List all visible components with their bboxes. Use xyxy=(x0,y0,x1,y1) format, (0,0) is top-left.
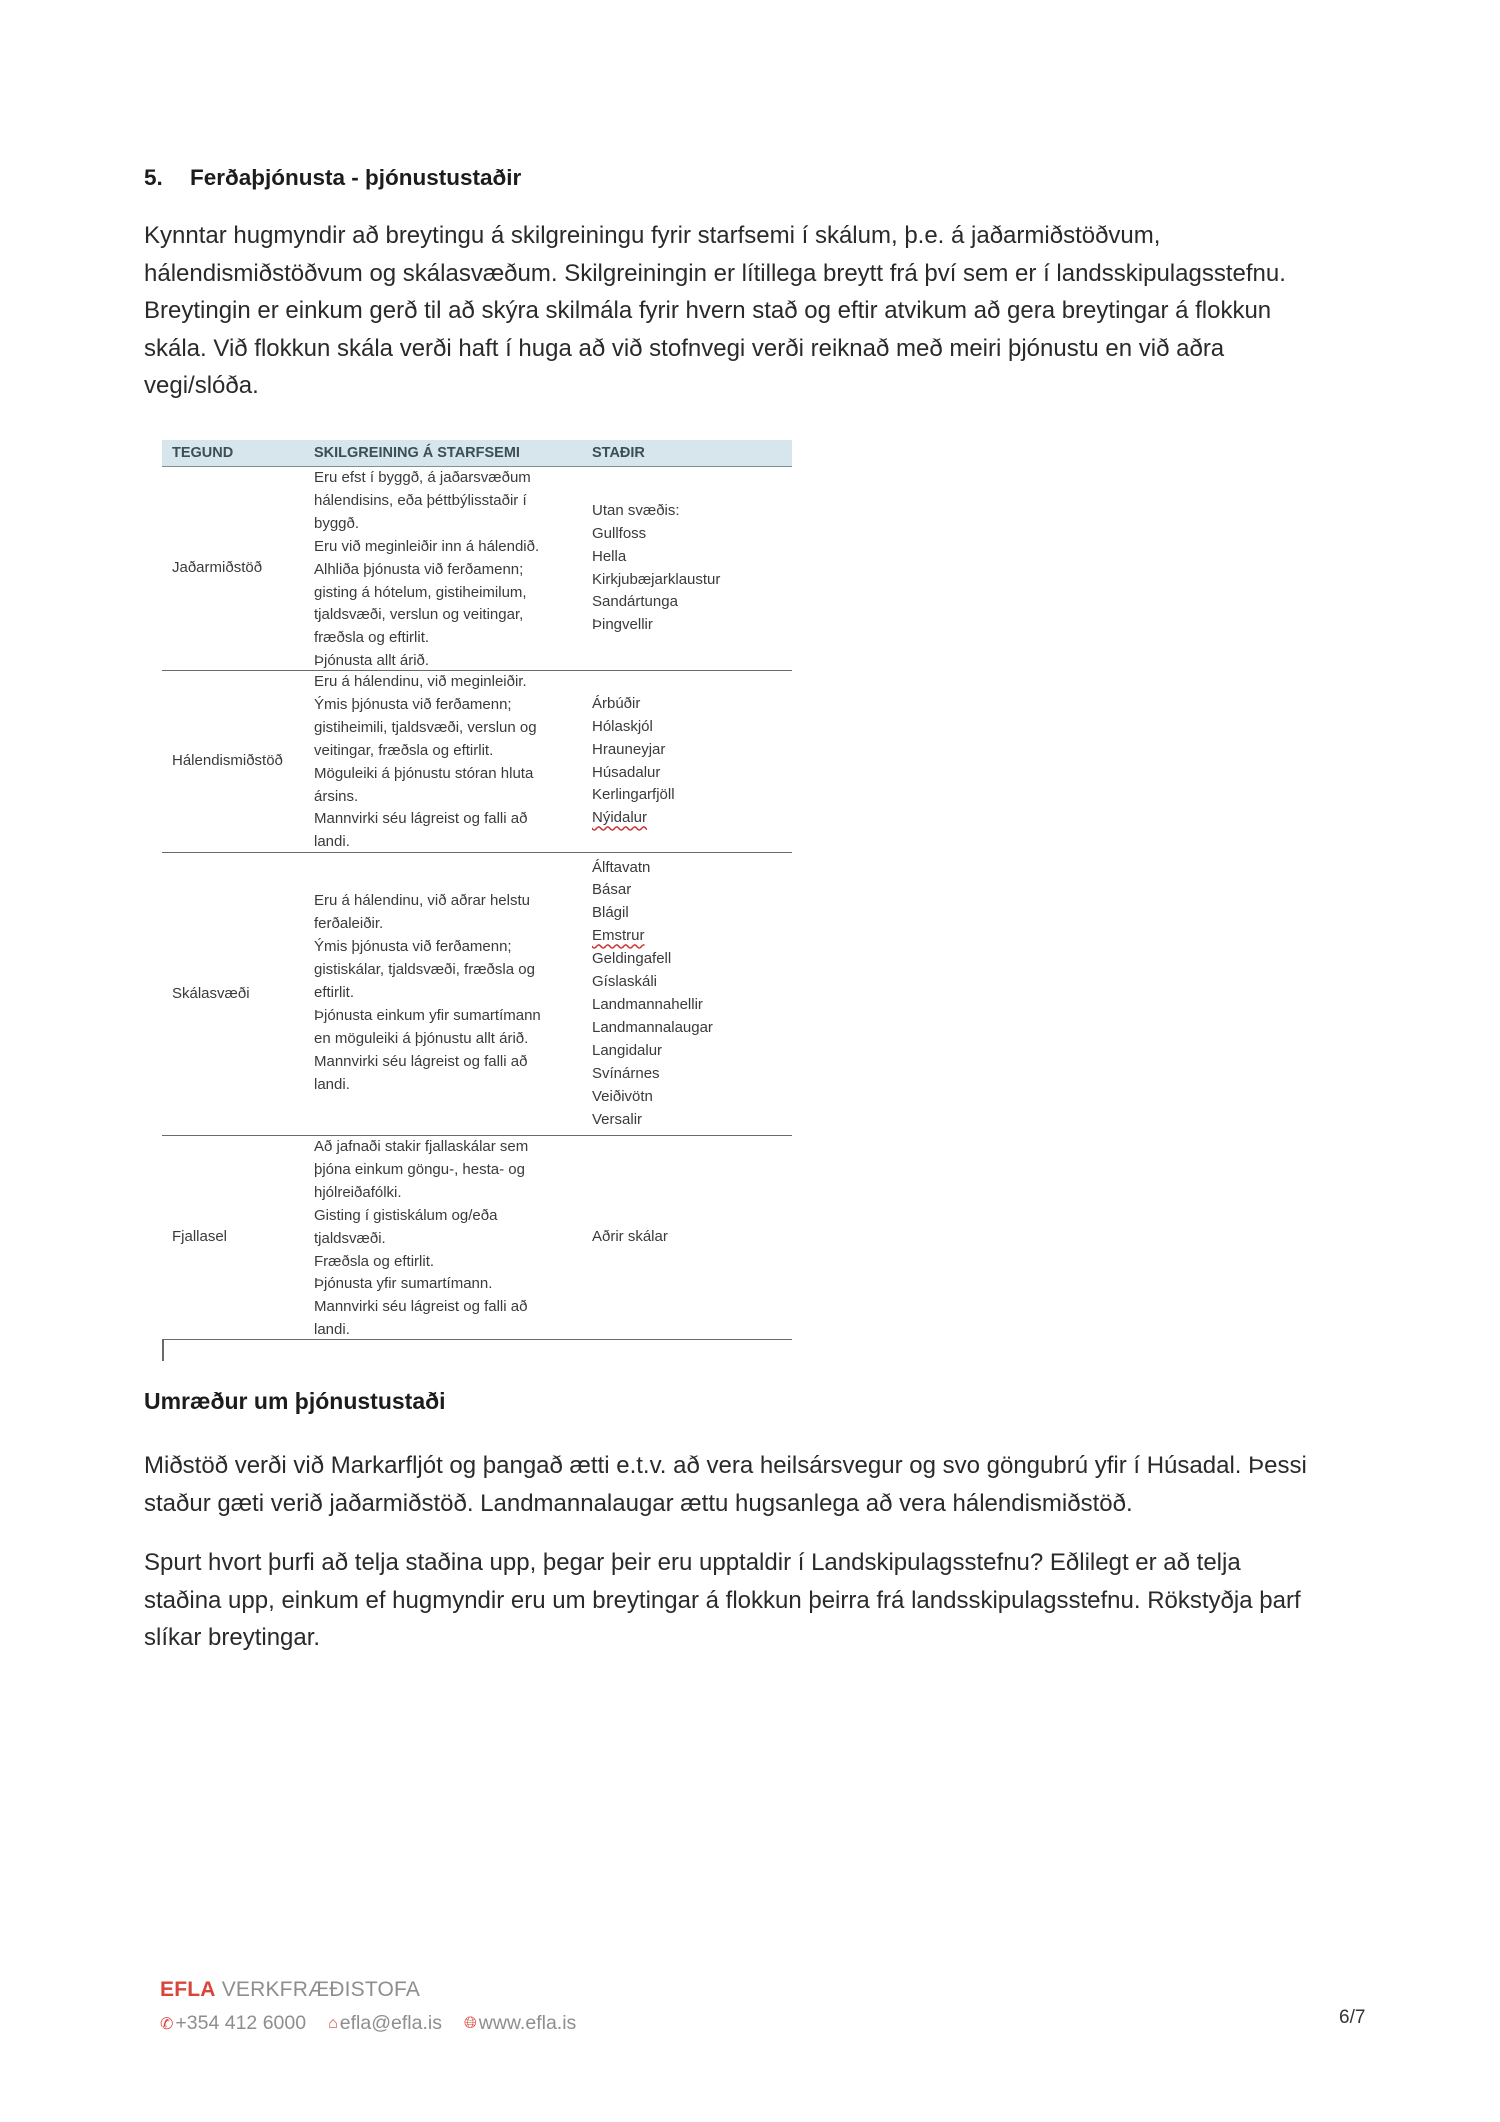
place-item: Hólaskjól xyxy=(592,717,653,735)
text-line: staðina upp, einkum ef hugmyndir eru um breytingar á flokkun þeirra frá landsskipulagsstefnu. Rökstyðja þarf xyxy=(144,1586,1301,1614)
definition-line: Að jafnaði stakir fjallaskálar sem xyxy=(314,1138,529,1155)
definition-line: Möguleiki á þjónustu stóran hluta xyxy=(314,764,534,782)
table-header-definition: SKILGREINING Á STARFSEMI xyxy=(314,444,520,461)
discussion-paragraph-2 xyxy=(144,1544,1354,1657)
text-line: staður gæti verið jaðarmiðstöð. Landmannalaugar ættu hugsanlega að vera hálendismiðstöð. xyxy=(144,1489,1133,1517)
place-item: Árbúðir xyxy=(592,694,641,712)
definition-line: Alhliða þjónusta við ferðamenn; xyxy=(314,560,524,578)
type-cell xyxy=(162,1136,312,1339)
table-row xyxy=(162,1136,792,1340)
definition-line: fræðsla og eftirlit. xyxy=(314,629,430,647)
footer-email[interactable] xyxy=(328,2012,442,2035)
definition-line: Ýmis þjónusta við ferðamenn; xyxy=(314,695,512,713)
intro-paragraph xyxy=(144,217,1354,405)
table-header-type: TEGUND xyxy=(172,444,234,461)
text-line: skála. Við flokkun skála verði haft í huga að við stofnvegi verði reiknað með meiri þjónustu en við aðra xyxy=(144,334,1225,362)
place-item: Básar xyxy=(592,881,632,899)
definition-line: ársins. xyxy=(314,787,359,805)
brand-suffix: VERKFRÆÐISTOFA xyxy=(221,1978,421,2001)
definition-cell xyxy=(312,671,590,852)
definition-line: hjólreiðafólki. xyxy=(314,1183,402,1201)
page-number: 6/7 xyxy=(1339,2007,1366,2028)
footer-contact xyxy=(160,2012,576,2035)
definition-line: Mannvirki séu lágreist og falli að xyxy=(314,1052,528,1070)
type-cell xyxy=(162,671,312,852)
definition-line: gistiskálar, tjaldsvæði, fræðsla og xyxy=(314,961,535,979)
definition-line: Þjónusta einkum yfir sumartímann xyxy=(314,1006,541,1024)
place-item: Blágil xyxy=(592,904,629,922)
place-item: Versalir xyxy=(592,1110,643,1128)
section-heading xyxy=(144,165,521,191)
definition-line: Fræðsla og eftirlit. xyxy=(314,1252,435,1270)
definition-line: þjóna einkum göngu-, hesta- og xyxy=(314,1160,525,1178)
places-cell xyxy=(590,467,792,670)
definition-line: Eru við meginleiðir inn á hálendið. xyxy=(314,537,540,555)
definition-line: tjaldsvæði, verslun og veitingar, xyxy=(314,606,524,624)
phone-icon: ✆ xyxy=(160,2015,174,2033)
place-item: Gíslaskáli xyxy=(592,973,658,991)
text-line: Kynntar hugmyndir að breytingu á skilgreiningu fyrir starfsemi í skálum, þ.e. á jaðarmiðstöðvum, xyxy=(144,222,1161,249)
place-item: Langidalur xyxy=(592,1041,663,1059)
text-line: Spurt hvort þurfi að telja staðina upp, þegar þeir eru upptaldir í Landskipulagsstefnu? Eðlilegt er að telja xyxy=(144,1549,1241,1576)
definition-line: Ýmis þjónusta við ferðamenn; xyxy=(314,938,512,956)
definition-line: Þjónusta yfir sumartímann. xyxy=(314,1275,493,1293)
definition-line: Eru á hálendinu, við aðrar helstu xyxy=(314,892,530,910)
footer-logo xyxy=(160,1978,420,2002)
places-cell xyxy=(590,1136,792,1339)
place-item: Gullfoss xyxy=(592,524,647,542)
definition-line: byggð. xyxy=(314,514,360,532)
table-row xyxy=(162,853,792,1136)
place-item: Hrauneyjar xyxy=(592,740,666,758)
definition-line: landi. xyxy=(314,1075,350,1093)
place-item: Aðrir skálar xyxy=(592,1228,668,1246)
definition-line: Eru á hálendinu, við meginleiðir. xyxy=(314,673,527,690)
definition-line: landi. xyxy=(314,1321,350,1339)
place-item: Landmannahellir xyxy=(592,996,703,1013)
place-item: Geldingafell xyxy=(592,950,672,968)
place-item: Húsadalur xyxy=(592,763,661,781)
definition-line: Mannvirki séu lágreist og falli að xyxy=(314,1298,528,1316)
text-line: Miðstöð verði við Markarfljót og þangað ætti e.t.v. að vera heilsársvegur og svo göngubrú yfir í Húsadal. Þessi xyxy=(144,1452,1307,1479)
definition-line: en möguleiki á þjónustu allt árið. xyxy=(314,1029,529,1047)
place-item-spellcheck: Emstrur xyxy=(592,927,645,945)
place-item: Álftavatn xyxy=(592,858,651,876)
place-item: Utan svæðis: xyxy=(592,501,680,519)
definition-cell xyxy=(312,1136,590,1339)
place-item: Kerlingarfjöll xyxy=(592,786,675,804)
footer-phone[interactable] xyxy=(160,2012,306,2035)
text-line: hálendismiðstöðvum og skálasvæðum. Skilgreiningin er lítillega breytt frá því sem er í landsskipulagsstefnu. xyxy=(144,259,1286,287)
places-cell xyxy=(590,671,792,852)
definition-line: landi. xyxy=(314,833,350,851)
definition-line: Eru efst í byggð, á jaðarsvæðum xyxy=(314,469,531,486)
brand-name: EFLA xyxy=(160,1978,216,2001)
table-corner-line xyxy=(162,1339,164,1361)
places-cell xyxy=(590,853,792,1135)
place-item: Sandártunga xyxy=(592,593,678,611)
place-item: Landmannalaugar xyxy=(592,1018,713,1036)
place-item: Svínárnes xyxy=(592,1064,660,1082)
place-item: Veiðivötn xyxy=(592,1087,653,1105)
place-item: Þingvellir xyxy=(592,616,653,634)
table-row xyxy=(162,467,792,671)
definition-line: tjaldsvæði. xyxy=(314,1229,386,1247)
home-icon: ⌂ xyxy=(328,2014,338,2032)
place-item: Kirkjubæjarklaustur xyxy=(592,570,721,588)
definition-line: gisting á hótelum, gistiheimilum, xyxy=(314,583,527,601)
text-line: slíkar breytingar. xyxy=(144,1624,321,1651)
definition-line: Þjónusta allt árið. xyxy=(314,652,430,670)
section-title-text: Ferðaþjónusta - þjónustustaðir xyxy=(190,165,522,190)
definition-line: veitingar, fræðsla og eftirlit. xyxy=(314,741,494,759)
type-label: Fjallasel xyxy=(172,1228,228,1246)
table-header-row xyxy=(162,440,792,467)
phone-text: +354 412 6000 xyxy=(175,2012,307,2034)
section-number: 5. xyxy=(144,165,163,190)
table-header-places: STAÐIR xyxy=(592,444,645,461)
definition-line: gistiheimili, tjaldsvæði, verslun og xyxy=(314,718,537,736)
email-text: efla@efla.is xyxy=(339,2012,442,2034)
discussion-paragraph-1 xyxy=(144,1447,1354,1522)
website-text: www.efla.is xyxy=(478,2012,577,2034)
place-item: Hella xyxy=(592,547,627,565)
text-line: vegi/slóða. xyxy=(144,372,259,399)
text-line: Breytingin er einkum gerð til að skýra skilmála fyrir hvern stað og eftir atvikum að gera breytingar á flokkun xyxy=(144,297,1272,324)
place-item-spellcheck: Nýidalur xyxy=(592,809,648,827)
definition-line: ferðaleiðir. xyxy=(314,915,384,933)
definition-line: hálendisins, eða þéttbýlisstaðir í xyxy=(314,491,527,509)
discussion-heading: Umræður um þjónustustaði xyxy=(144,1388,446,1414)
type-cell xyxy=(162,467,312,670)
footer-website[interactable] xyxy=(464,2012,576,2035)
globe-icon: 🌐︎ xyxy=(463,2014,477,2032)
definition-line: Mannvirki séu lágreist og falli að xyxy=(314,810,528,828)
definition-line: Gisting í gistiskálum og/eða xyxy=(314,1206,498,1224)
service-sites-table xyxy=(162,440,792,1340)
type-label: Jaðarmiðstöð xyxy=(172,559,263,577)
type-label: Hálendismiðstöð xyxy=(172,752,283,770)
table-row xyxy=(162,671,792,853)
type-label: Skálasvæði xyxy=(172,984,250,1002)
definition-cell xyxy=(312,467,590,670)
type-cell xyxy=(162,853,312,1135)
definition-cell xyxy=(312,853,590,1135)
definition-line: eftirlit. xyxy=(314,984,355,1002)
